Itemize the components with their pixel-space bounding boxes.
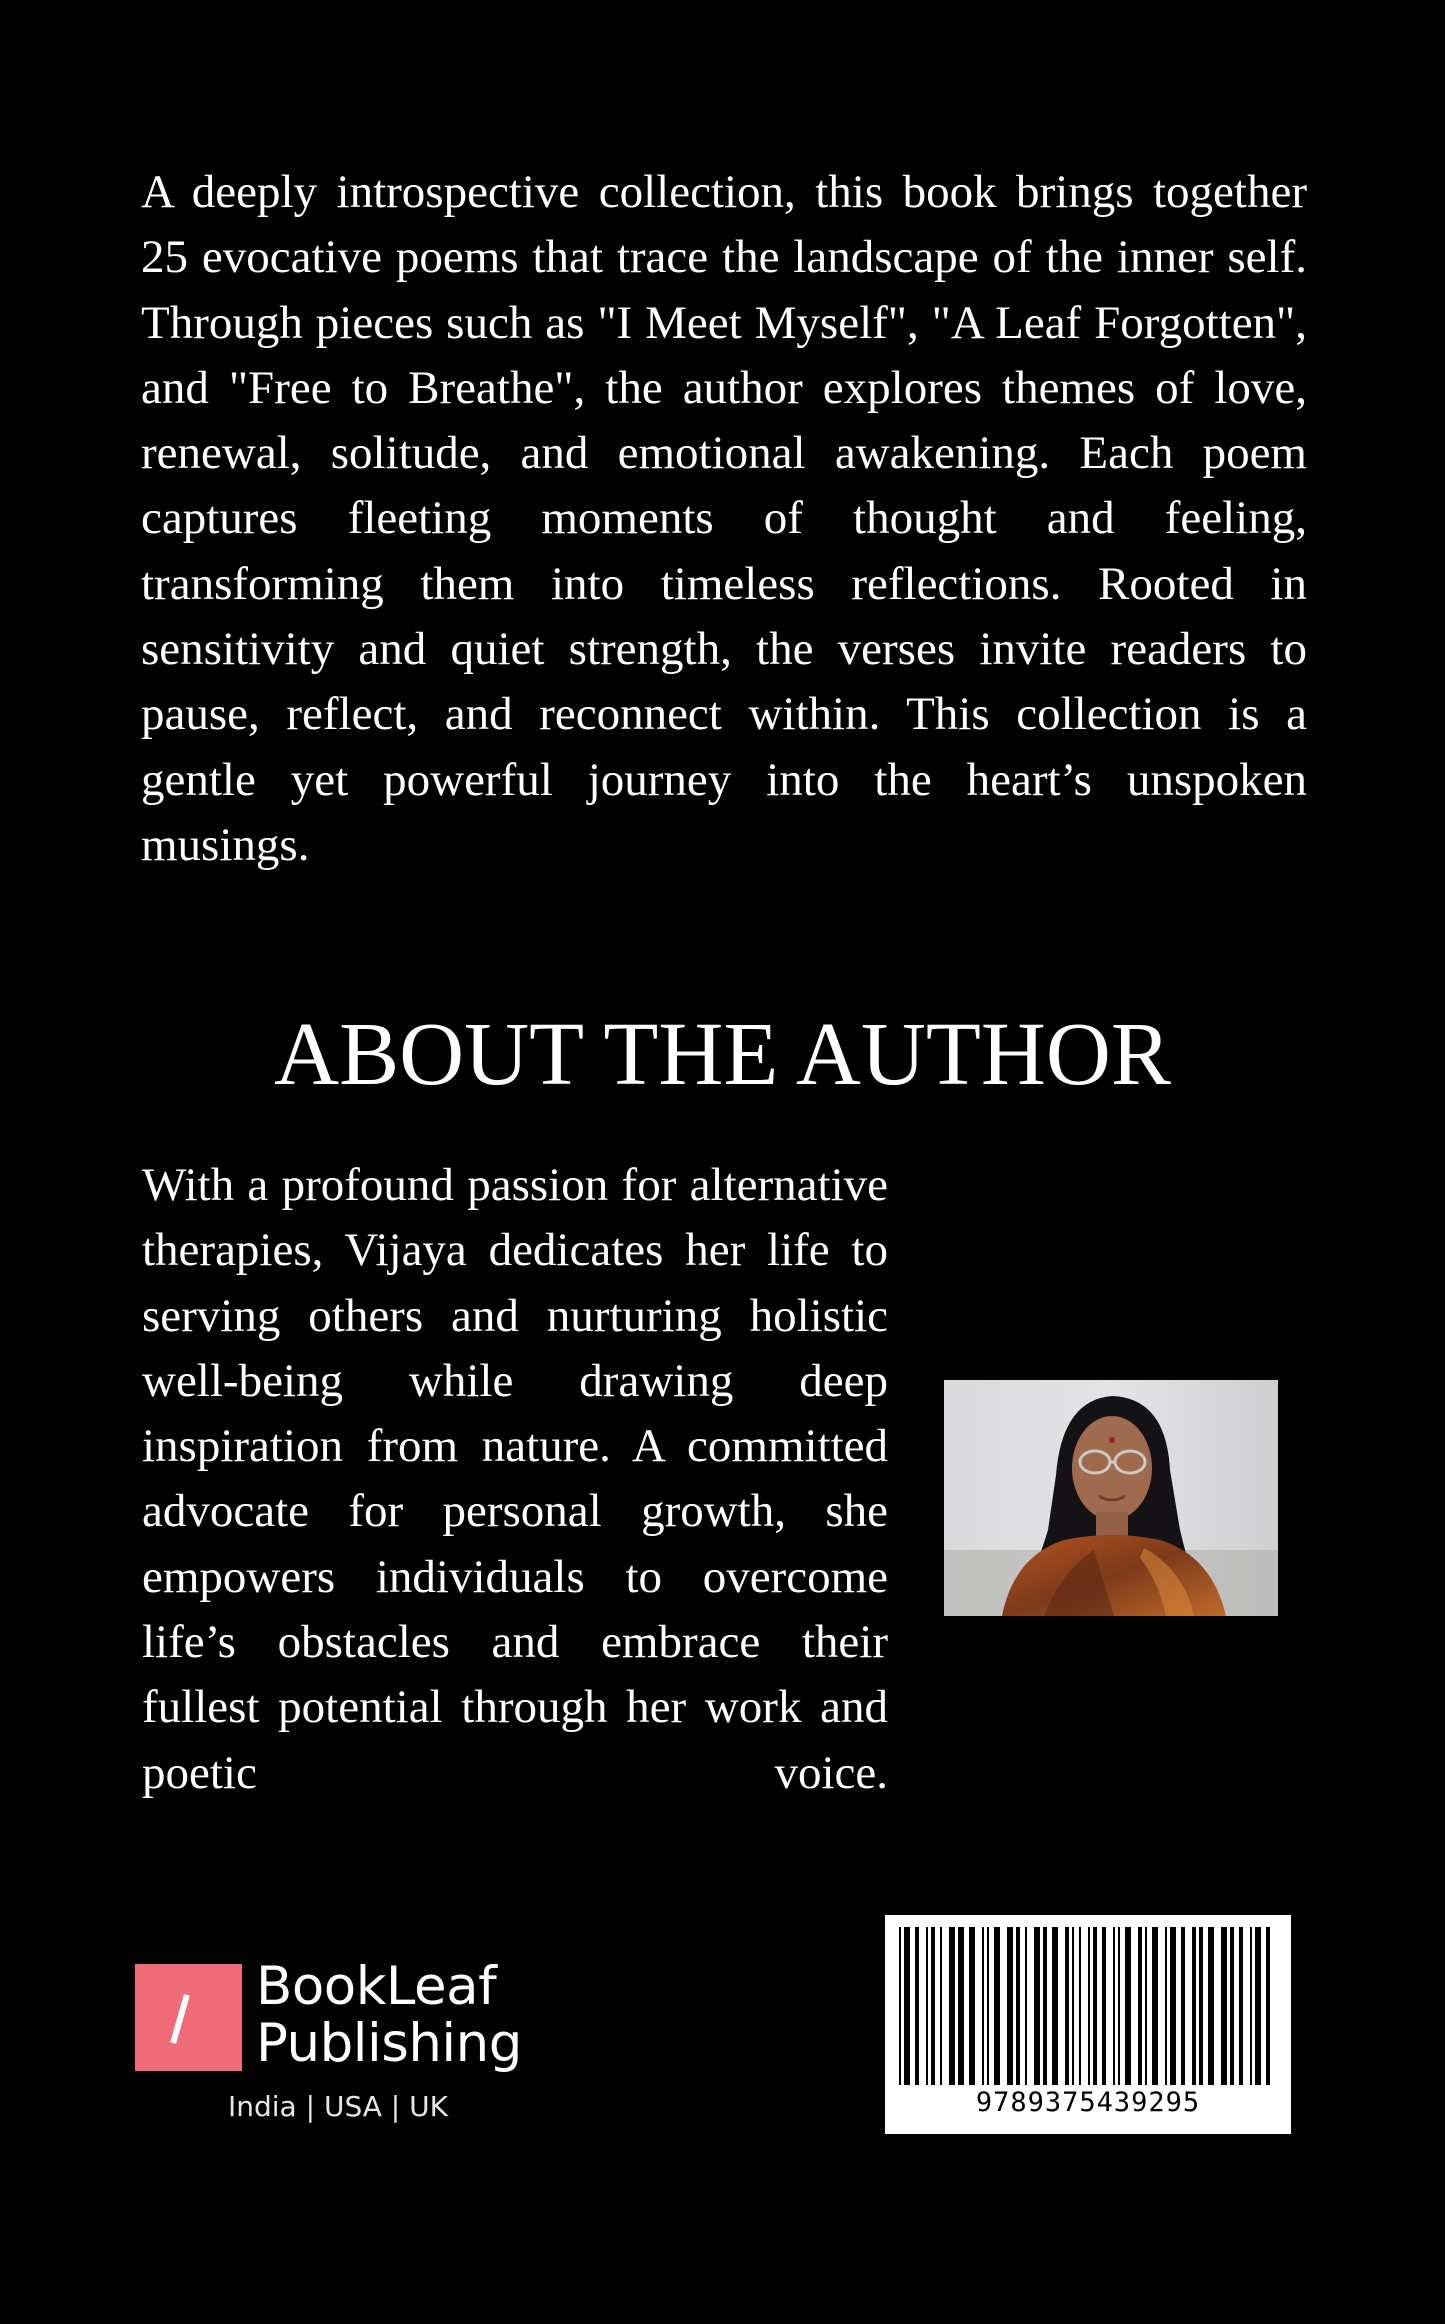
isbn-barcode [885,1915,1291,2134]
publisher-name [256,1958,656,2072]
publisher-name-line2: Publishing [256,2013,522,2074]
author-bio: With a profound passion for alternative therapies, Vijaya dedicates her life to serving others and nurturing holistic well-being while drawing deep inspiration from nature. A committed advocate for personal growth, she empowers individuals to overcome life’s obstacles and embrace their fullest potential through her work and poetic voice. [142,1159,888,1799]
publisher-mark-icon [135,1964,242,2071]
publisher-name-line1: BookLeaf [256,1956,497,2017]
author-photo [944,1380,1278,1616]
book-blurb: A deeply introspective collection, this book brings together 25 evocative poems that trace the landscape of the inner self. Through pieces such as "I Meet Myself", "A Leaf Forgotten", and "Free to Breathe", the author explores themes of love, renewal, solitude, and emotional awakening. Each poem captures fleeting moments of thought and feeling, transforming them into timeless reflections. Rooted in sensitivity and quiet strength, the verses invite readers to pause, reflect, and reconnect within. This collection is a gentle yet powerful journey into the heart’s unspoken musings. [141,166,1307,871]
slash-icon [170,1994,190,2044]
publisher-regions: India | USA | UK [228,2090,448,2123]
about-the-author-heading: ABOUT THE AUTHOR [274,1005,1171,1104]
isbn-number: 9789375439295 [975,2087,1201,2118]
